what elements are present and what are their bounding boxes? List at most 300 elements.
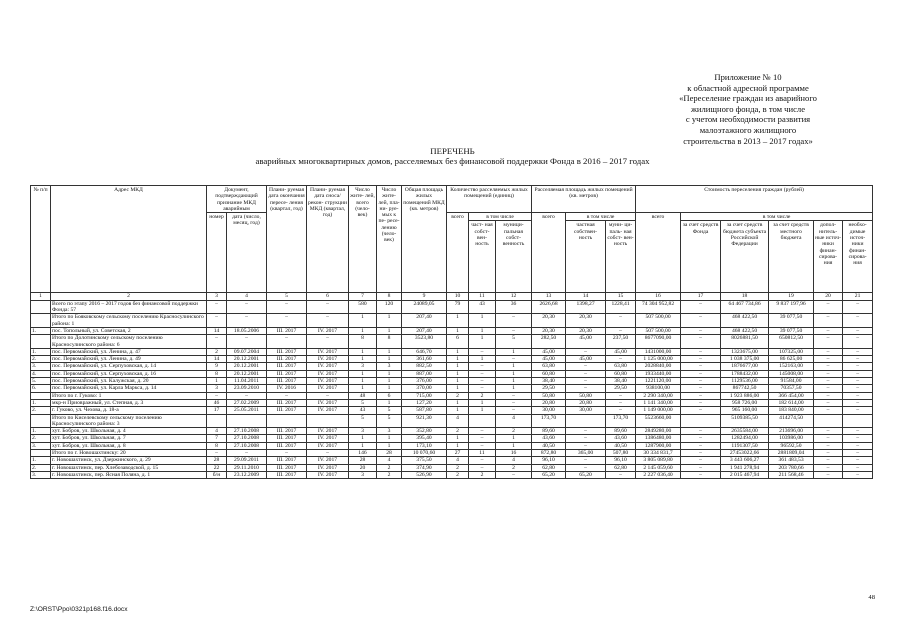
header-cost-fund: за счет средств Фонда	[681, 221, 721, 293]
table-cell: –	[681, 327, 721, 334]
table-cell: –	[681, 335, 721, 349]
table-cell: 1	[496, 363, 532, 370]
table-cell: 1	[377, 370, 402, 377]
table-cell: 1	[207, 378, 227, 385]
table-row	[31, 378, 873, 385]
column-number: 14	[566, 293, 606, 300]
table-cell: –	[496, 392, 532, 399]
table-cell: 1	[496, 442, 532, 449]
table-cell: –	[469, 363, 496, 370]
table-cell: IV. 2017	[307, 464, 349, 471]
table-cell: –	[843, 407, 873, 414]
table-cell: 3.	[31, 363, 51, 370]
table-cell: 4	[447, 457, 469, 464]
table-cell: 2.	[31, 407, 51, 414]
title-line-1: ПЕРЕЧЕНЬ	[430, 146, 475, 156]
table-cell: 5	[349, 399, 377, 406]
table-row	[31, 471, 873, 478]
table-cell: 65,20	[566, 471, 606, 478]
table-cell: 2635584,00	[721, 428, 769, 435]
table-cell: 1	[377, 442, 402, 449]
table-cell: 45,00	[606, 348, 636, 355]
table-cell: г. Новошахтинск, пер. Хлебозаводской, д. 15	[51, 464, 207, 471]
table-cell: III. 2017	[267, 399, 307, 406]
table-cell: 3	[207, 385, 227, 392]
table-cell: 27.10.2008	[227, 442, 267, 449]
table-cell: –	[307, 335, 349, 349]
column-number: 6	[307, 293, 349, 300]
table-cell: –	[843, 464, 873, 471]
table-cell: 173,70	[532, 414, 566, 428]
table-cell: 3.	[31, 442, 51, 449]
table-cell: пос. Первомайский, ул. Ленина, д. 49	[51, 356, 207, 363]
table-cell: –	[469, 385, 496, 392]
header-area-private: частная собствен- ность	[566, 221, 606, 293]
header-doc-number: номер	[207, 213, 227, 293]
table-cell: 8	[207, 442, 227, 449]
table-cell: 29,50	[606, 385, 636, 392]
table-cell: 70357,50	[769, 385, 814, 392]
table-cell: –	[843, 450, 873, 457]
table-cell	[31, 314, 51, 328]
table-cell: –	[814, 392, 843, 399]
table-cell	[307, 414, 349, 428]
table-cell: 203 780,66	[769, 464, 814, 471]
table-cell: 20,30	[566, 327, 606, 334]
subtotal-row	[31, 335, 873, 349]
table-cell: 5	[349, 414, 377, 428]
table-cell: IV. 2017	[307, 428, 349, 435]
table-cell: 18.05.2006	[227, 327, 267, 334]
table-cell: 352,80	[402, 428, 447, 435]
table-cell: 20.12.2001	[227, 356, 267, 363]
table-cell: 1	[469, 314, 496, 328]
table-cell: мкр-н Приовражный, ул. Степная, д. 3	[51, 399, 207, 406]
table-cell: –	[267, 300, 307, 314]
table-cell: 1	[349, 356, 377, 363]
table-cell: 60,80	[606, 370, 636, 377]
table-cell: –	[496, 314, 532, 328]
column-number: 3	[207, 293, 227, 300]
table-cell: пос. Первомайский, ул. Ленина, д. 47	[51, 348, 207, 355]
table-cell: 2 227 036,40	[636, 471, 681, 478]
table-cell: –	[843, 435, 873, 442]
table-cell: –	[843, 385, 873, 392]
table-cell: –	[681, 363, 721, 370]
table-cell: III. 2017	[267, 327, 307, 334]
header-rooms-total: всего	[447, 213, 469, 293]
table-cell: –	[814, 407, 843, 414]
table-cell: 28	[207, 457, 227, 464]
table-cell: Итого по Долотинскому сельскому поселению Красносулинского района: 6	[51, 335, 207, 349]
table-cell: 365,00	[566, 450, 606, 457]
column-number: 18	[721, 293, 769, 300]
column-number: 7	[349, 293, 377, 300]
table-cell: 1 038 375,00	[721, 356, 769, 363]
table-cell: 1	[447, 399, 469, 406]
column-number-row	[31, 293, 873, 300]
register-table	[30, 185, 873, 479]
column-number: 12	[496, 293, 532, 300]
header-rooms-incl: в том числе	[469, 213, 532, 221]
table-cell: 5	[377, 414, 402, 428]
table-cell: 207,40	[402, 314, 447, 328]
table-cell: –	[227, 450, 267, 457]
header-area: Расселяемая площадь жилых помещений (кв. метров)	[532, 186, 636, 213]
appendix-line: строительства в 2013 – 2017 годах»	[683, 135, 813, 146]
table-cell: –	[681, 428, 721, 435]
header-rooms-municipal: муници- пальная собст- венность	[496, 221, 532, 293]
table-cell: 376,00	[402, 378, 447, 385]
table-cell: –	[814, 471, 843, 478]
table-cell: 3 443 606,27	[721, 457, 769, 464]
table-cell: 361,60	[402, 356, 447, 363]
table-cell: III. 2017	[267, 378, 307, 385]
table-cell: –	[814, 399, 843, 406]
table-row	[31, 385, 873, 392]
table-cell: 1	[377, 435, 402, 442]
table-cell: 152163,00	[769, 363, 814, 370]
table-cell: –	[496, 327, 532, 334]
table-cell: 40,50	[532, 442, 566, 449]
subtotal-row	[31, 314, 873, 328]
table-cell: 2	[447, 428, 469, 435]
table-cell	[31, 414, 51, 428]
table-cell: 8	[207, 370, 227, 377]
table-cell: 646,70	[402, 348, 447, 355]
table-cell: 650812,50	[769, 335, 814, 349]
table-cell: –	[814, 314, 843, 328]
table-cell: –	[307, 300, 349, 314]
table-cell: 5.	[31, 378, 51, 385]
table-cell: Итого по Киселевскому сельскому поселению Красносулинского района: 3	[51, 414, 207, 428]
table-cell: –	[606, 327, 636, 334]
table-cell: –	[843, 471, 873, 478]
table-cell: 1 149 000,00	[636, 407, 681, 414]
table-cell: 62,80	[606, 464, 636, 471]
table-cell: 2	[377, 471, 402, 478]
table-cell: –	[814, 335, 843, 349]
table-cell: –	[566, 385, 606, 392]
column-number: 16	[636, 293, 681, 300]
table-cell: 91584,00	[769, 378, 814, 385]
table-cell: 40,50	[606, 442, 636, 449]
table-body	[31, 293, 873, 479]
table-cell: 1 141 340,00	[636, 399, 681, 406]
header-rooms-private: част- ная собст- вен- ность	[469, 221, 496, 293]
table-cell: 7	[207, 435, 227, 442]
table-cell: 921,30	[402, 414, 447, 428]
table-cell: 25.05.2011	[227, 407, 267, 414]
table-cell: 9	[207, 363, 227, 370]
table-cell: 43	[469, 300, 496, 314]
table-cell: 468 422,50	[721, 327, 769, 334]
table-cell: 28	[377, 450, 402, 457]
table-row	[31, 407, 873, 414]
table-cell: –	[267, 392, 307, 399]
table-cell: –	[267, 314, 307, 328]
table-cell: 8	[349, 335, 377, 349]
table-cell: 1	[349, 378, 377, 385]
table-cell: 1933440,00	[636, 370, 681, 377]
table-cell: 4	[207, 428, 227, 435]
table-cell: 89,60	[606, 428, 636, 435]
table-cell: 1	[447, 435, 469, 442]
file-path: Z:\ORST\Ppo\0321p168.f16.docx	[30, 606, 128, 613]
table-cell: 8026881,50	[721, 335, 769, 349]
table-cell: 45,00	[532, 348, 566, 355]
table-cell: –	[606, 471, 636, 478]
table-cell: –	[814, 348, 843, 355]
table-row	[31, 399, 873, 406]
table-cell: 27453022,66	[721, 450, 769, 457]
table-cell: 1	[377, 327, 402, 334]
table-cell: 1.	[31, 399, 51, 406]
header-address: Адрес МКД	[51, 186, 207, 293]
header-doc-date: дата (число, месяц, год)	[227, 213, 267, 293]
table-cell: 27.10.2008	[227, 428, 267, 435]
table-cell: IV. 2017	[307, 407, 349, 414]
table-cell: 1	[377, 399, 402, 406]
table-cell: IV. 2017	[307, 348, 349, 355]
table-cell: IV. 2017	[307, 399, 349, 406]
table-cell: 282,50	[532, 335, 566, 349]
table-cell: 1	[469, 356, 496, 363]
table-cell: 1228,41	[606, 300, 636, 314]
table-cell: –	[681, 464, 721, 471]
table-cell: 587,80	[402, 407, 447, 414]
table-cell: –	[469, 464, 496, 471]
table-cell: 882,50	[402, 363, 447, 370]
table-cell: 48	[349, 392, 377, 399]
table-cell: –	[843, 348, 873, 355]
table-cell: пос. Первомайский, ул. Карла Маркса, д. 14	[51, 385, 207, 392]
table-cell: –	[681, 450, 721, 457]
appendix-line: с учетом необходимости развития	[685, 114, 811, 125]
header-document: Документ, подтверждающий признание МКД аварийным	[207, 186, 267, 213]
table-cell: 1	[469, 335, 496, 349]
table-cell: –	[307, 392, 349, 399]
header-cost-total: всего	[636, 213, 681, 293]
table-cell: 1	[496, 435, 532, 442]
table-cell: хут. Бобров, ул. Школьная, д. 4	[51, 428, 207, 435]
table-cell: –	[814, 363, 843, 370]
table-row	[31, 428, 873, 435]
table-cell: 1	[349, 385, 377, 392]
table-cell: 8677090,00	[636, 335, 681, 349]
table-cell: 6	[447, 335, 469, 349]
appendix-line: к областной адресной программе	[687, 82, 809, 93]
document-title	[0, 146, 905, 167]
column-number: 17	[681, 293, 721, 300]
table-cell: 1	[377, 385, 402, 392]
table-cell: пос. Первомайский, ул. Серпуховская, д. 16	[51, 370, 207, 377]
table-cell: 20	[349, 464, 377, 471]
table-cell: –	[814, 442, 843, 449]
table-cell: 2626,68	[532, 300, 566, 314]
table-cell: 4	[496, 457, 532, 464]
table-cell: IV. 2017	[307, 457, 349, 464]
table-cell: –	[843, 370, 873, 377]
table-cell: –	[843, 442, 873, 449]
table-cell: –	[606, 407, 636, 414]
table-row	[31, 348, 873, 355]
table-cell: 3	[349, 471, 377, 478]
table-cell: 29.11.2010	[227, 464, 267, 471]
table-cell: –	[496, 399, 532, 406]
subtotal-row	[31, 414, 873, 428]
table-cell: 1	[496, 385, 532, 392]
table-cell: –	[814, 428, 843, 435]
table-cell: –	[681, 370, 721, 377]
table-cell: 27.02.2009	[227, 399, 267, 406]
column-number: 21	[843, 293, 873, 300]
table-row	[31, 457, 873, 464]
table-cell: 50,80	[532, 392, 566, 399]
table-cell	[31, 450, 51, 457]
table-cell: 1	[447, 348, 469, 355]
table-cell: –	[469, 435, 496, 442]
table-cell: –	[227, 314, 267, 328]
table-cell: –	[681, 356, 721, 363]
table-cell: 2028840,00	[636, 363, 681, 370]
table-cell: –	[307, 450, 349, 457]
table-cell: –	[681, 314, 721, 328]
table-cell: 11.04.2011	[227, 378, 267, 385]
table-row	[31, 442, 873, 449]
table-cell: 1	[469, 399, 496, 406]
table-cell: 11	[469, 450, 496, 457]
table-cell: 1 125 000,00	[636, 356, 681, 363]
header-cost-additional: допол- нитель- ные источ- ники финан- сирова- ния	[814, 221, 843, 293]
table-cell: –	[814, 378, 843, 385]
table-cell: 46	[207, 399, 227, 406]
column-number: 9	[402, 293, 447, 300]
table-cell: –	[814, 356, 843, 363]
table-cell: 29.09.2011	[227, 457, 267, 464]
table-cell: –	[681, 392, 721, 399]
table-cell: 50,80	[566, 392, 606, 399]
table-cell	[31, 392, 51, 399]
table-cell: 173,70	[606, 414, 636, 428]
table-cell: 20,80	[566, 399, 606, 406]
table-cell: –	[843, 428, 873, 435]
table-cell: 145008,00	[769, 370, 814, 377]
header-residents: Число жите- лей, всего (чело- век)	[349, 186, 377, 293]
table-cell: 79	[447, 300, 469, 314]
table-cell: –	[814, 464, 843, 471]
appendix-line: «Переселение граждан из аварийного	[679, 93, 817, 104]
table-cell: 1	[349, 370, 377, 377]
table-cell: IV. 2017	[307, 378, 349, 385]
table-cell: –	[469, 428, 496, 435]
table-cell: 1287900,00	[636, 442, 681, 449]
table-cell: 1	[349, 435, 377, 442]
table-cell: III. 2017	[267, 370, 307, 377]
table-cell: –	[681, 378, 721, 385]
table-cell	[227, 414, 267, 428]
table-cell: 3	[349, 363, 377, 370]
table-cell: 1	[447, 385, 469, 392]
table-cell: 182 614,00	[769, 399, 814, 406]
table-cell: 23.12.2009	[227, 471, 267, 478]
table-cell: 96,10	[606, 457, 636, 464]
table-cell: пос. Первомайский, ул. Калужская, д. 20	[51, 378, 207, 385]
table-cell: Всего по этапу 2016 – 2017 годов без финансовой поддержки Фонда: 57	[51, 300, 207, 314]
table-cell: –	[566, 348, 606, 355]
table-cell: Итого по Бояковскому сельскому поселению Красносулинского района: 1	[51, 314, 207, 328]
table-cell: 45,00	[566, 356, 606, 363]
page-number: 48	[868, 594, 875, 601]
table-cell: Итого по г. Новошахтинску: 20	[51, 450, 207, 457]
table-cell: б/н	[207, 471, 227, 478]
table-cell: –	[814, 435, 843, 442]
table-cell: III. 2017	[267, 471, 307, 478]
table-cell: 507,80	[606, 450, 636, 457]
table-cell: 1	[349, 314, 377, 328]
table-cell: г. Новошахтинск, пер. Ясная Поляна, д. 1	[51, 471, 207, 478]
table-cell: хут. Бобров, ул. Школьная, д. 8	[51, 442, 207, 449]
table-cell: 45,00	[566, 335, 606, 349]
table-cell	[207, 414, 227, 428]
table-cell: 2	[447, 392, 469, 399]
table-cell: –	[681, 407, 721, 414]
table-cell: 1323675,00	[721, 348, 769, 355]
table-cell: –	[843, 378, 873, 385]
table-cell: 24089,05	[402, 300, 447, 314]
table-cell: –	[566, 363, 606, 370]
table-cell: 20.12.2001	[227, 363, 267, 370]
table-cell: 74 304 952,82	[636, 300, 681, 314]
appendix-line: малоэтажного жилищного	[699, 124, 797, 135]
table-cell: г. Новошахтинск, ул. Дзержинского, д. 29	[51, 457, 207, 464]
table-cell: –	[207, 335, 227, 349]
table-cell: 30 334 831,7	[636, 450, 681, 457]
table-cell: 4.	[31, 370, 51, 377]
header-cost-needed: необхо- димые источ- ники финан- сирова- ния	[843, 221, 873, 293]
table-cell: –	[814, 327, 843, 334]
table-cell: IV. 2017	[307, 442, 349, 449]
appendix-line: Приложение № 10	[714, 72, 782, 82]
table-cell: 1	[447, 356, 469, 363]
table-cell: 4	[447, 414, 469, 428]
table-cell: 86 625,00	[769, 356, 814, 363]
table-cell: 3523,80	[402, 335, 447, 349]
table-cell: 1.	[31, 428, 51, 435]
table-cell: IV. 2017	[307, 356, 349, 363]
column-number: 19	[769, 293, 814, 300]
table-cell: –	[606, 399, 636, 406]
table-cell: 366 454,00	[769, 392, 814, 399]
table-cell: 27	[447, 450, 469, 457]
table-cell: 2.	[31, 356, 51, 363]
header-area-municipal: муни- ци- паль- ная собст- вен- ность	[606, 221, 636, 293]
table-cell: –	[843, 363, 873, 370]
subtotal-row	[31, 300, 873, 314]
header-cost-local: за счет средств местного бюджета	[769, 221, 814, 293]
title-line-2: аварийных многоквартирных домов, расселяемых без финансовой поддержки Фонда в 2016 – 2017 годах	[255, 156, 650, 167]
table-cell: 173,10	[402, 442, 447, 449]
header-planned-demolition: Плани- руемая дата сноса/ рекон- струкции МКД (квартал, год)	[307, 186, 349, 293]
table-cell: 39 077,50	[769, 314, 814, 328]
table-cell: 2	[496, 428, 532, 435]
subtotal-row	[31, 450, 873, 457]
table-cell: –	[566, 442, 606, 449]
table-cell: 3.	[31, 471, 51, 478]
table-cell: 28	[349, 457, 377, 464]
table-cell: –	[606, 392, 636, 399]
table-cell: –	[469, 442, 496, 449]
